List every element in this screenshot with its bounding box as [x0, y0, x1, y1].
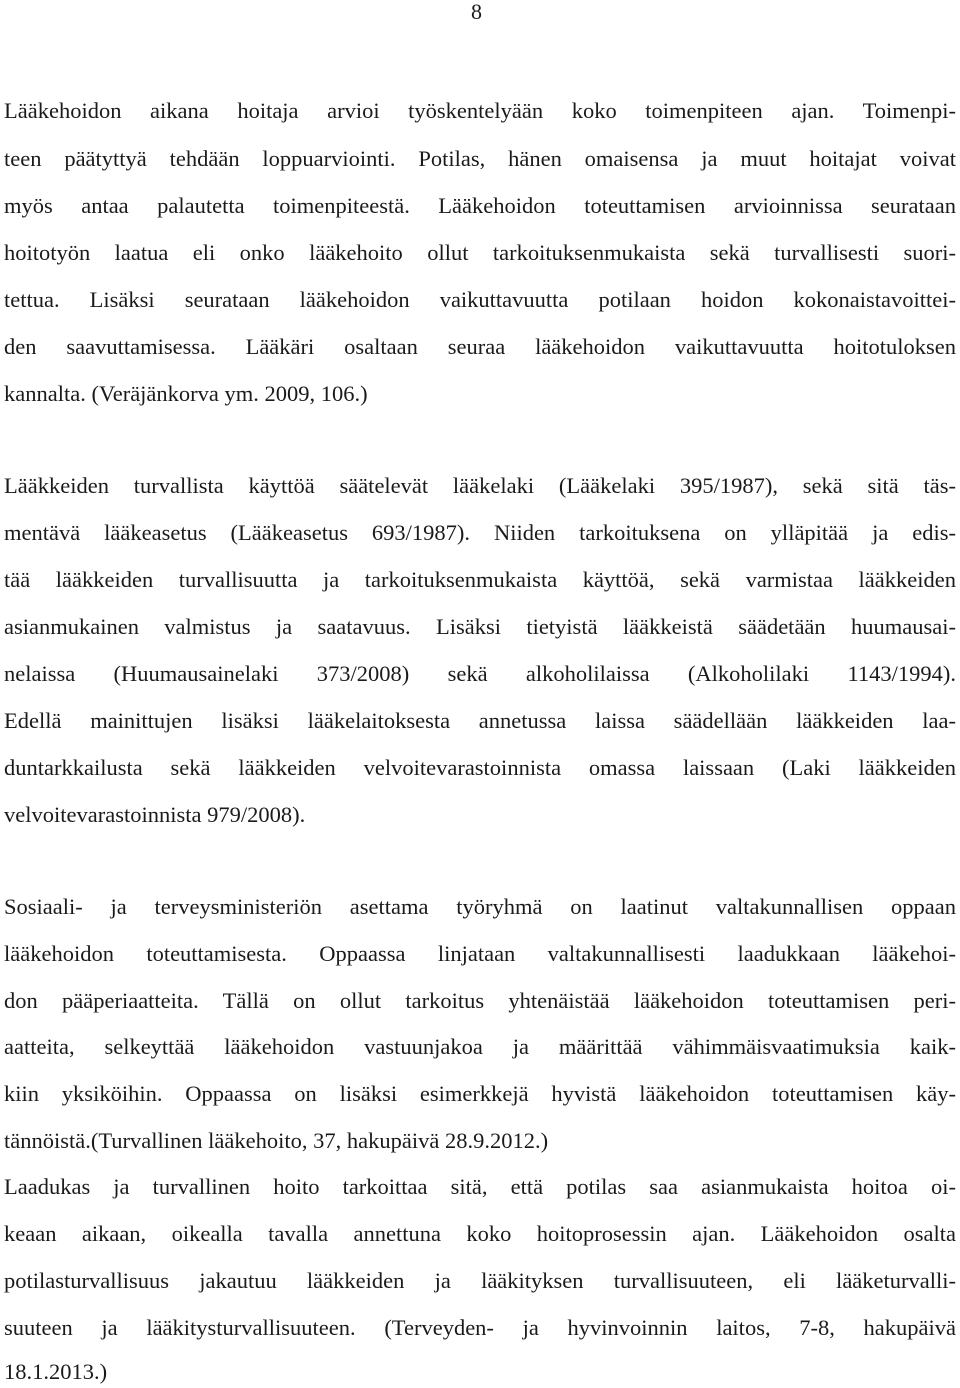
text-line: myös antaa palautetta toimenpiteestä. Lääkehoidon toteuttamisen arvioinnissa seurataan — [4, 193, 956, 218]
text-line: keaan aikaan, oikealla tavalla annettuna koko hoitoprosessin ajan. Lääkehoidon osalta — [4, 1221, 956, 1246]
text-line: tännöistä.(Turvallinen lääkehoito, 37, hakupäivä 28.9.2012.) — [4, 1128, 549, 1153]
text-line: mentävä lääkeasetus (Lääkeasetus 693/1987). Niiden tarkoituksena on ylläpitää ja edis- — [4, 520, 956, 545]
text-line: teen päätyttyä tehdään loppuarviointi. Potilas, hänen omaisensa ja muut hoitajat voivat — [4, 146, 956, 171]
text-line: lääkehoidon toteuttamisesta. Oppaassa linjataan valtakunnallisesti laadukkaan lääkehoi- — [4, 941, 956, 966]
text-line: nelaissa (Huumausainelaki 373/2008) sekä alkoholilaissa (Alkoholilaki 1143/1994). — [4, 661, 956, 686]
text-line: asianmukainen valmistus ja saatavuus. Lisäksi tietyistä lääkkeistä säädetään huumausai- — [4, 614, 956, 639]
text-line: Lääkehoidon aikana hoitaja arvioi työskentelyään koko toimenpiteen ajan. Toimenpi- — [4, 98, 956, 123]
text-line: Sosiaali- ja terveysministeriön asettama työryhmä on laatinut valtakunnallisen oppaan — [4, 894, 956, 919]
text-line: tää lääkkeiden turvallisuutta ja tarkoituksenmukaista käyttöä, sekä varmistaa lääkkeiden — [4, 567, 956, 592]
text-line: tettua. Lisäksi seurataan lääkehoidon vaikuttavuutta potilaan hoidon kokonaistavoittei- — [4, 287, 956, 312]
text-line: 18.1.2013.) — [4, 1359, 108, 1384]
text-line: Laadukas ja turvallinen hoito tarkoittaa sitä, että potilas saa asianmukaista hoitoa oi- — [4, 1174, 956, 1199]
text-line: hoitotyön laatua eli onko lääkehoito ollut tarkoituksenmukaista sekä turvallisesti suori- — [4, 240, 956, 265]
text-line: aatteita, selkeyttää lääkehoidon vastuunjakoa ja määrittää vähimmäisvaatimuksia kaik- — [4, 1034, 956, 1059]
text-line: Edellä mainittujen lisäksi lääkelaitoksesta annetussa laissa säädellään lääkkeiden laa- — [4, 708, 956, 733]
text-line: potilasturvallisuus jakautuu lääkkeiden ja lääkityksen turvallisuuteen, eli lääketurvalli- — [4, 1268, 956, 1293]
text-line: Lääkkeiden turvallista käyttöä säätelevät lääkelaki (Lääkelaki 395/1987), sekä sitä täs- — [4, 473, 956, 498]
text-line: kannalta. (Veräjänkorva ym. 2009, 106.) — [4, 381, 368, 406]
text-line: don pääperiaatteita. Tällä on ollut tarkoitus yhtenäistää lääkehoidon toteuttamisen peri- — [4, 988, 956, 1013]
text-line: den saavuttamisessa. Lääkäri osaltaan seuraa lääkehoidon vaikuttavuutta hoitotuloksen — [4, 334, 956, 359]
page-number: 8 — [471, 0, 482, 24]
text-line: velvoitevarastoinnista 979/2008). — [4, 802, 306, 827]
text-line: suuteen ja lääkitysturvallisuuteen. (Terveyden- ja hyvinvoinnin laitos, 7-8, hakupäivä — [4, 1315, 956, 1340]
text-line: duntarkkailusta sekä lääkkeiden velvoitevarastoinnista omassa laissaan (Laki lääkkeiden — [4, 755, 956, 780]
text-line: kiin yksiköihin. Oppaassa on lisäksi esimerkkejä hyvistä lääkehoidon toteuttamisen käy- — [4, 1081, 956, 1106]
